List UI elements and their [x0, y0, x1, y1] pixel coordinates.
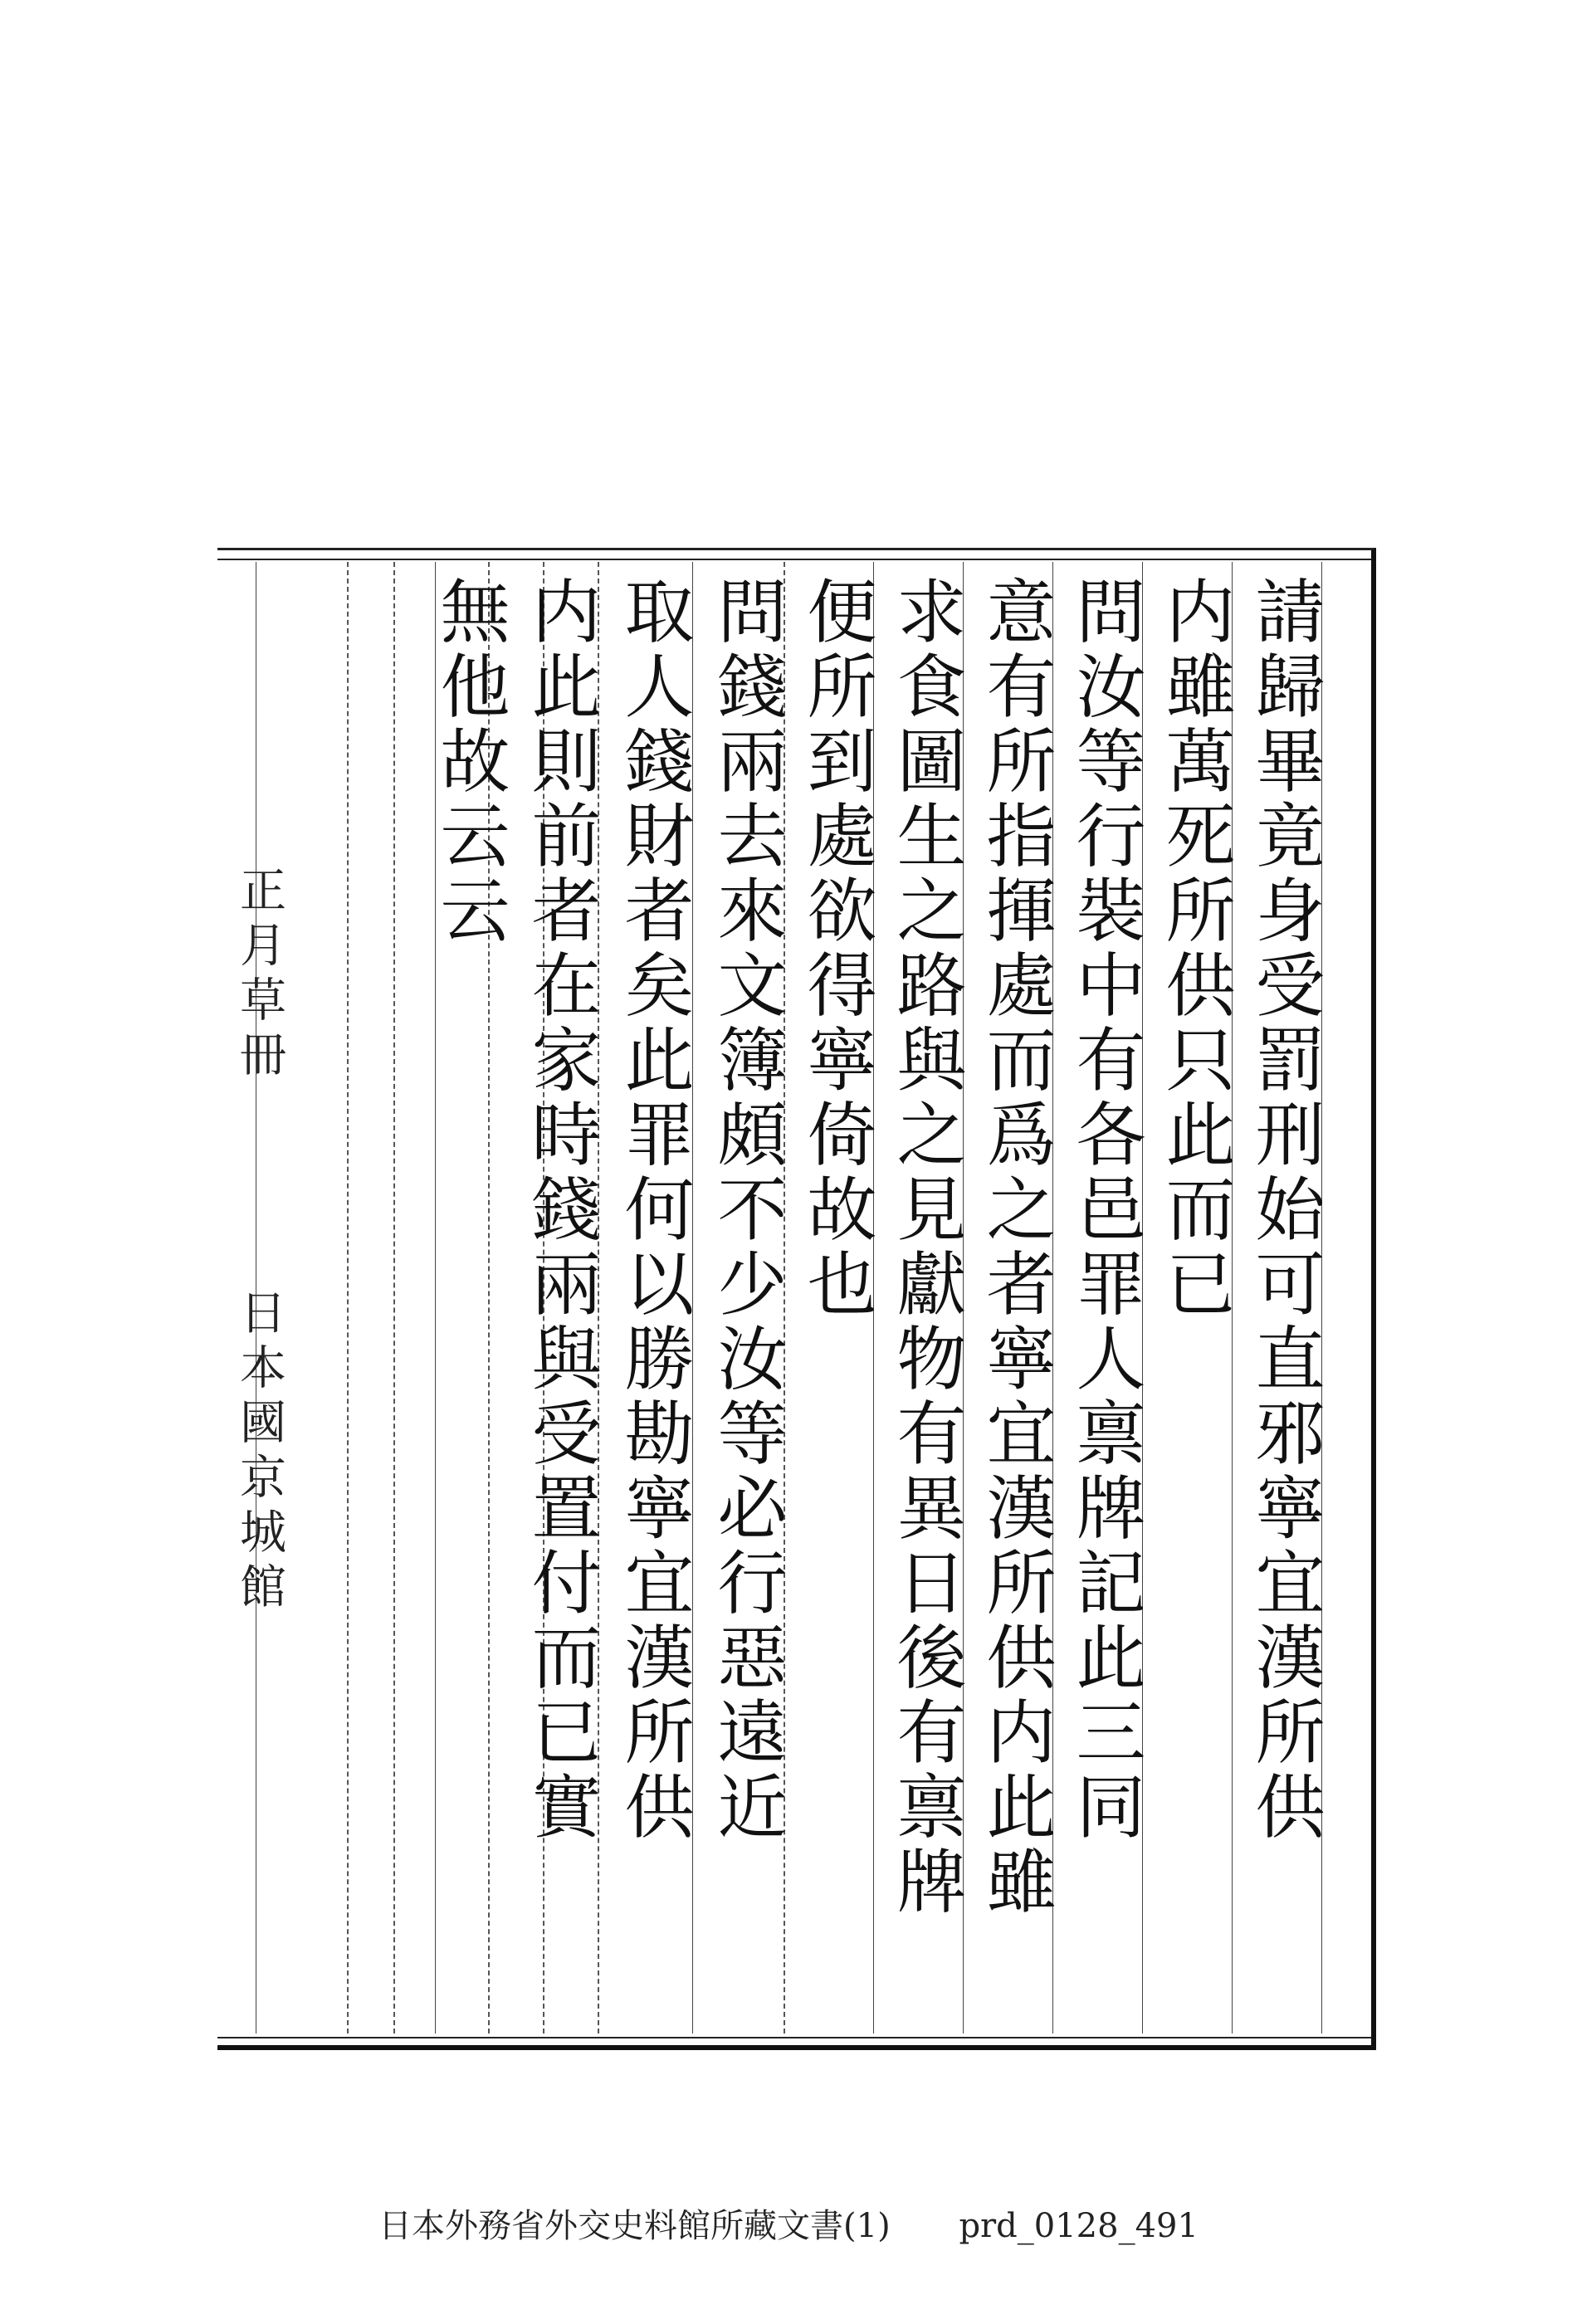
- text-column-3: 問汝等行裝中有各邑罪人禀牌記此三同: [1065, 575, 1146, 1845]
- text-column-7: 問錢兩去來文簿頗不少汝等必行惡遠近: [706, 575, 788, 1845]
- top-border-rule: [217, 559, 1371, 560]
- text-column-2: 内雖萬死所供只此而已: [1155, 575, 1236, 1322]
- margin-label: [226, 866, 292, 1617]
- text-column-8: 取人錢財者矣此罪何以勝勘寧宜漢所供: [613, 575, 695, 1845]
- document-page: [217, 548, 1376, 2050]
- margin-rule-dashed: [347, 562, 349, 2034]
- margin-rule-dashed: [393, 562, 395, 2034]
- text-column-10: 無他故云云: [429, 575, 510, 949]
- archive-caption: 日本外務省外交史料館所藏文書(1): [378, 2207, 891, 2245]
- text-column-6: 便所到處欲得寧倚故也: [796, 575, 877, 1322]
- margin-label-lower: 日本國京城館: [232, 1288, 286, 1617]
- text-column-5: 求食圖生之路與之見獻物有異日後有禀牌: [886, 575, 967, 1920]
- text-column-4: 意有所指揮處而爲之者寧宜漢所供内此雖: [975, 575, 1057, 1920]
- text-column-1: 請歸畢竟身受罰刑始可直邪寧宜漢所供: [1244, 575, 1326, 1845]
- bottom-border-rule: [217, 2037, 1371, 2038]
- margin-label-upper: 正月草冊: [232, 866, 286, 1085]
- page-footer: [0, 2200, 1577, 2247]
- text-column-9: 内此則前者在家時錢兩與受置付而已實: [520, 575, 602, 1845]
- document-code: prd_0128_491: [959, 2207, 1199, 2245]
